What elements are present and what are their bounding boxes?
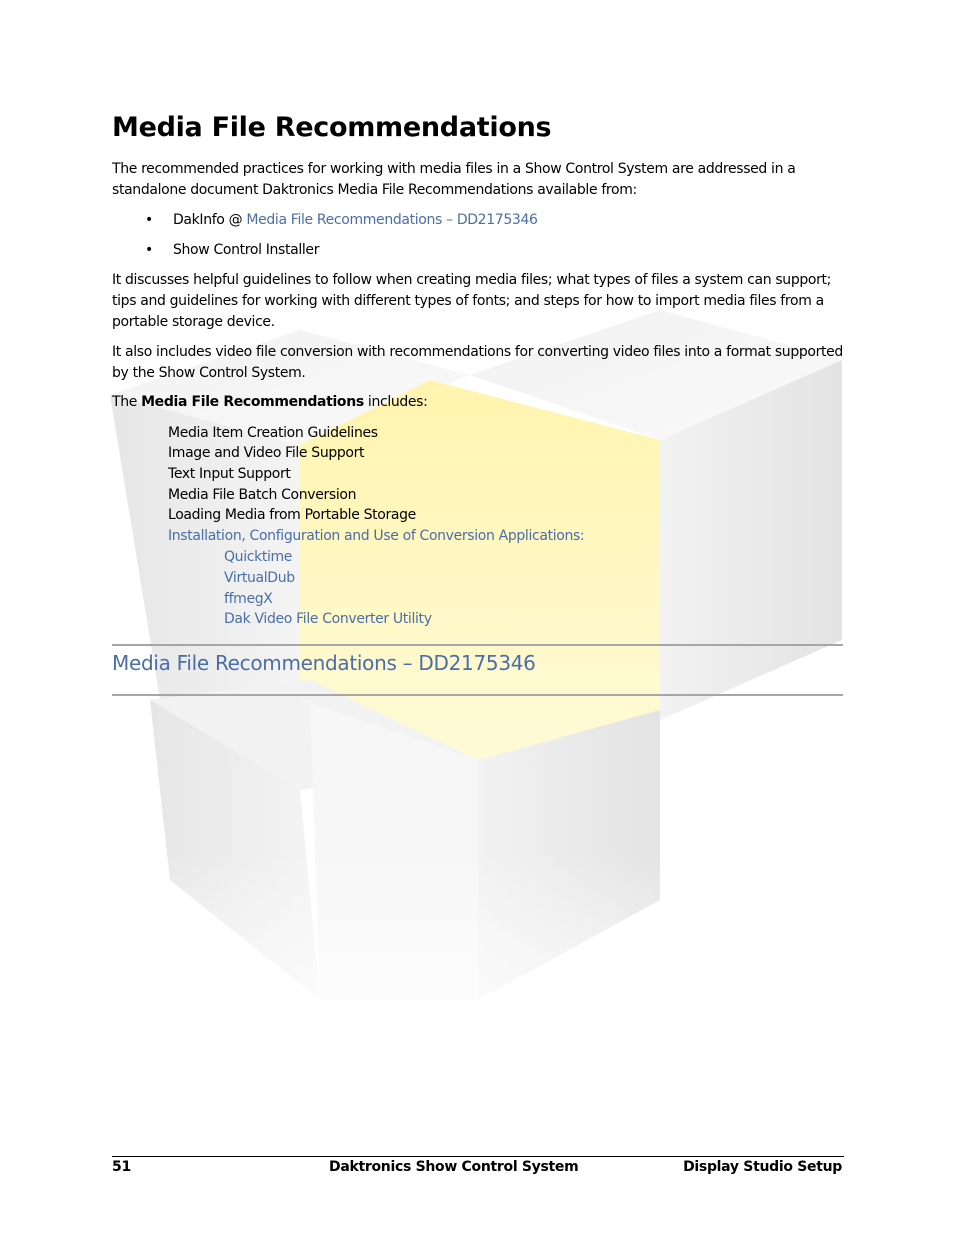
page-title: Media File Recommendations — [112, 112, 552, 143]
bullet-dakinfo — [173, 210, 538, 231]
includes-suffix: includes: — [363, 394, 428, 410]
footer-page-number: 51 — [112, 1159, 131, 1175]
guidelines-paragraph: It discusses helpful guidelines to follow when creating media files; what types of files a system can support; tips and guidelines for working with different types of fonts; and steps for how to import media files from a portable storage device. — [112, 272, 832, 330]
footer-chapter: Display Studio Setup — [683, 1159, 842, 1175]
footer-rule — [112, 1156, 844, 1157]
toc-link-conversion-applications[interactable]: Installation, Configuration and Use of Conversion Applications: — [168, 528, 585, 544]
bullet-show-control-installer: Show Control Installer — [173, 242, 320, 258]
toc-item-batch-conversion: Media File Batch Conversion — [168, 487, 357, 503]
bullet-marker: • — [145, 242, 154, 258]
footer-document-title: Daktronics Show Control System — [329, 1159, 579, 1175]
section-rule-top — [112, 644, 843, 646]
toc-item-file-support: Image and Video File Support — [168, 445, 365, 461]
includes-bold-title: Media File Recommendations — [141, 394, 364, 410]
toc-link-virtualdub[interactable]: VirtualDub — [224, 570, 295, 586]
toc-item-text-input: Text Input Support — [168, 466, 291, 482]
toc-item-portable-storage: Loading Media from Portable Storage — [168, 507, 416, 523]
toc-item-creation-guidelines: Media Item Creation Guidelines — [168, 425, 378, 441]
bullet-prefix: DakInfo @ — [173, 212, 247, 228]
dakinfo-link[interactable]: Media File Recommendations – DD2175346 — [246, 212, 538, 228]
includes-prefix: The — [112, 394, 142, 410]
toc-link-ffmegx[interactable]: ffmegX — [224, 591, 273, 607]
conversion-paragraph: It also includes video file conversion with recommendations for converting video files into a format supported by the Show Control System. — [112, 344, 843, 381]
section-heading: Media File Recommendations – DD2175346 — [112, 651, 536, 675]
includes-line — [112, 392, 428, 413]
toc-link-dak-converter[interactable]: Dak Video File Converter Utility — [224, 611, 432, 627]
bullet-marker: • — [145, 212, 154, 228]
intro-paragraph: The recommended practices for working with media files in a Show Control System are addressed in a standalone document Daktronics Media File Recommendations available from: — [112, 161, 796, 198]
section-rule-bottom — [112, 694, 843, 696]
toc-link-quicktime[interactable]: Quicktime — [224, 549, 293, 565]
